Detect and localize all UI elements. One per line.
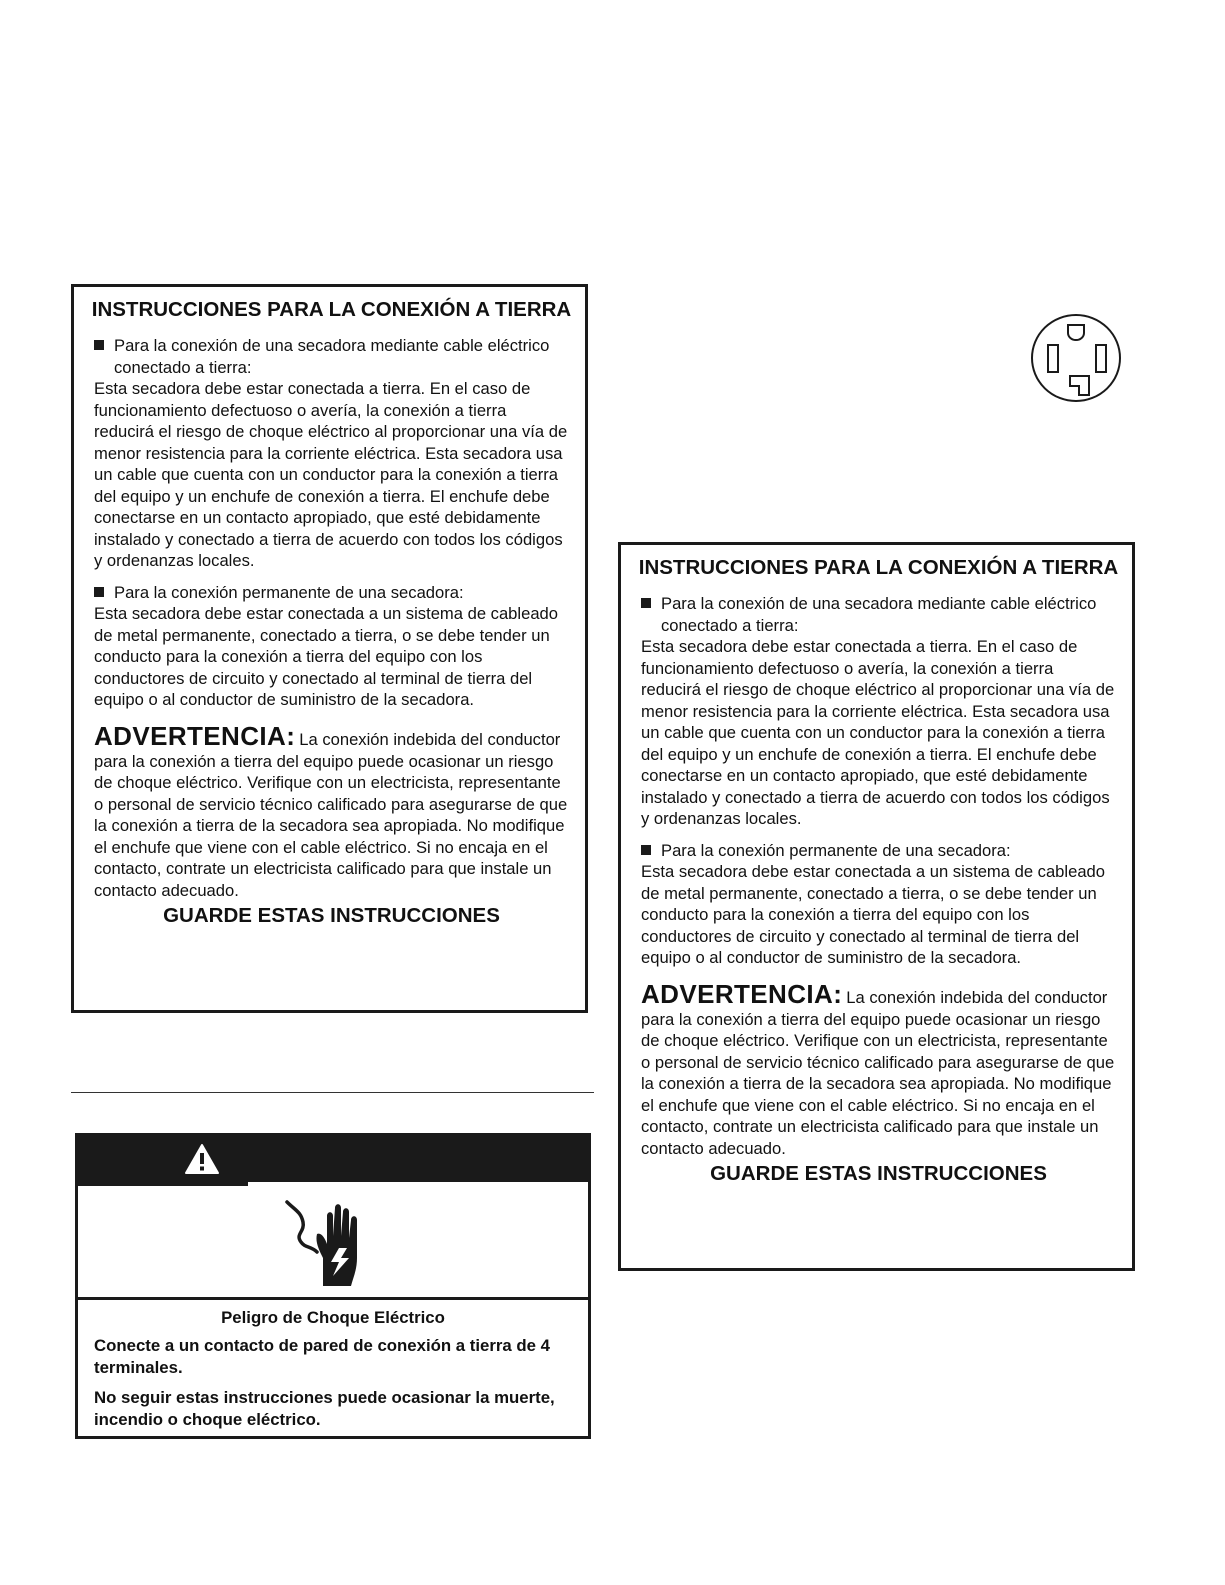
bullet-item [94,335,569,378]
save-instructions-label: GUARDE ESTAS INSTRUCCIONES [710,1162,1047,1185]
four-prong-outlet-icon [1029,313,1125,405]
bullet-text: Para la conexión de una secadora mediante cable eléctrico conectado a tierra: [661,594,1097,635]
warning-text: La conexión indebida del conductor para la conexión a tierra del equipo puede ocasionar un riesgo de choque eléctrico. Verifique con un electricista, representante o personal de servicio técnico calificado para asegurarse de que la conexión a tierra de la secadora sea apropiada. No modifique el enchufe que viene con el cable eléctrico. Si no encaja en el contacto, contrate un electricista calificado para que instale un contacto adecuado. [94,729,568,900]
paragraph: Esta secadora debe estar conectada a un sistema de cableado de metal permanente, conectado a tierra, o se debe tender un conducto para la conexión a tierra del equipo con los conductores de circuito y conectado al terminal de tierra del equipo o al conductor de suministro de la secadora. [94,604,559,709]
warning-word: ADVERTENCIA: [641,978,843,1009]
grounding-instructions-box-right [618,542,1135,1271]
box-title: INSTRUCCIONES PARA LA CONEXIÓN A TIERRA [91,298,572,321]
warning-word: ADVERTENCIA: [94,720,296,751]
warning-paragraph [641,979,1116,1160]
hazard-name: Peligro de Choque Eléctrico [221,1308,445,1327]
square-bullet-icon [641,845,651,855]
warning-header-bar [78,1136,588,1182]
square-bullet-icon [94,587,104,597]
paragraph: Esta secadora debe estar conectada a tierra. En el caso de funcionamiento defectuoso o avería, la conexión a tierra reducirá el riesgo de choque eléctrico al proporcionar una vía de menor resistencia para la corriente eléctrica. Esta secadora usa un cable que cuenta con un conductor para la conexión a tierra del equipo y un enchufe de conexión a tierra. El enchufe debe conectarse en un contacto apropiado, que esté debidamente instalado y conectado a tierra de acuerdo con todos los códigos y ordenanzas locales. [94,379,568,570]
paragraph: Esta secadora debe estar conectada a un sistema de cableado de metal permanente, conectado a tierra, o se debe tender un conducto para la conexión a tierra del equipo con los conductores de circuito y conectado al terminal de tierra del equipo o al conductor de suministro de la secadora. [641,862,1106,967]
hazard-instruction: Conecte a un contacto de pared de conexión a tierra de 4 terminales. [94,1336,551,1377]
hazard-consequence: No seguir estas instrucciones puede ocasionar la muerte, incendio o choque eléctrico. [94,1388,555,1429]
section-divider [71,1092,594,1093]
warning-text: La conexión indebida del conductor para la conexión a tierra del equipo puede ocasionar un riesgo de choque eléctrico. Verifique con un electricista, representante o personal de servicio técnico calificado para asegurarse de que la conexión a tierra de la secadora sea apropiada. No modifique el enchufe que viene con el cable eléctrico. Si no encaja en el contacto, contrate un electricista calificado para que instale un contacto adecuado. [641,987,1115,1158]
warning-paragraph [94,721,569,902]
bullet-text: Para la conexión permanente de una secadora: [661,840,1011,860]
electric-shock-hand-icon [281,1196,373,1290]
box-title: INSTRUCCIONES PARA LA CONEXIÓN A TIERRA [638,556,1119,579]
grounding-instructions-box-left [71,284,588,1013]
paragraph: Esta secadora debe estar conectada a tierra. En el caso de funcionamiento defectuoso o avería, la conexión a tierra reducirá el riesgo de choque eléctrico al proporcionar una vía de menor resistencia para la corriente eléctrica. Esta secadora usa un cable que cuenta con un conductor para la conexión a tierra del equipo y un enchufe de conexión a tierra. El enchufe debe conectarse en un contacto apropiado, que esté debidamente instalado y conectado a tierra de acuerdo con todos los códigos y ordenanzas locales. [641,637,1115,828]
bullet-item [641,840,1116,862]
bullet-item [94,582,569,604]
bullet-item [641,593,1116,636]
bullet-text: Para la conexión permanente de una secadora: [114,582,464,602]
square-bullet-icon [94,340,104,350]
shock-hazard-warning-box [75,1133,591,1439]
hazard-symbol-area [78,1182,588,1300]
bullet-text: Para la conexión de una secadora mediante cable eléctrico conectado a tierra: [114,336,550,377]
square-bullet-icon [641,598,651,608]
save-instructions-label: GUARDE ESTAS INSTRUCCIONES [163,904,500,927]
warning-triangle-icon [184,1143,220,1175]
